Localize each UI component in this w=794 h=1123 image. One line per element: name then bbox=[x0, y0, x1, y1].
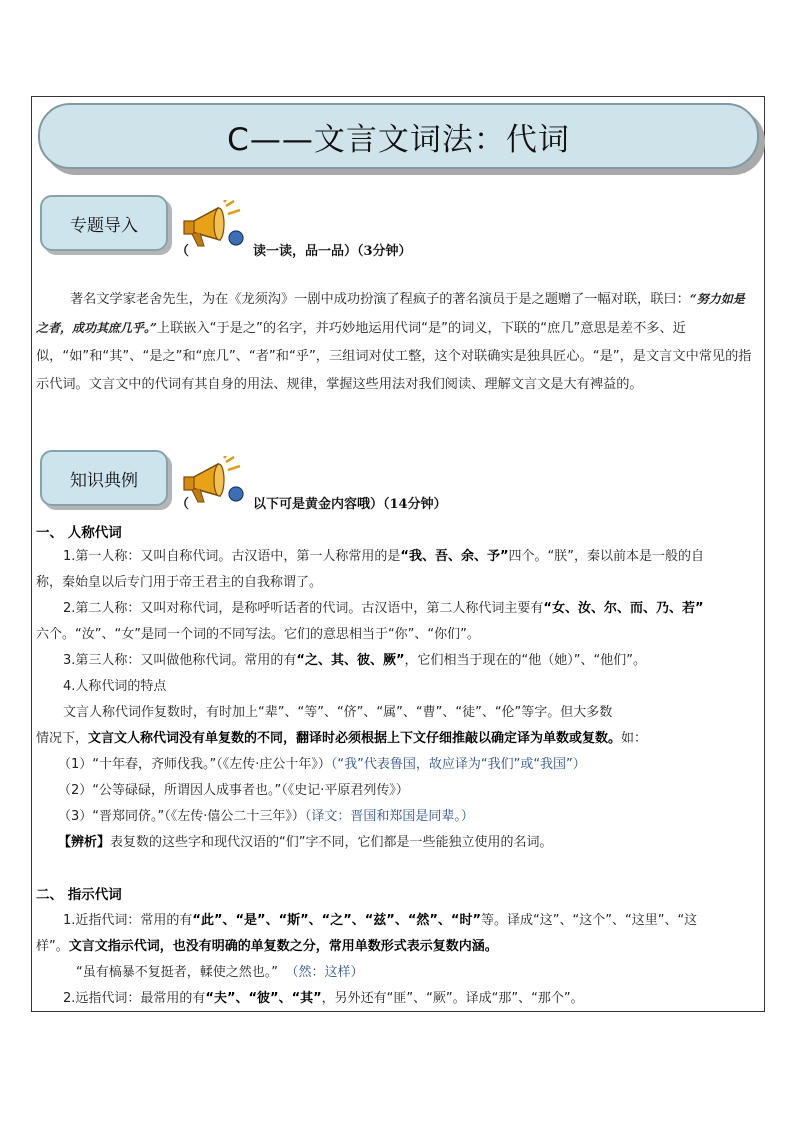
intro-text-c: 上联嵌入“于是之”的名字，并巧妙地运用代词“是”的词义，下联的“庶几”意思是差不多、近似，“如”和“其”、“是之”和“庶几”、“者”和“乎”，三组词对仗工整，这个对联确实是独具匠心。“是”，是文言文中常见的指示代词。文言文中的代词有其自身的用法、规律，掌握这些用法对我们阅读、理解文言文是大有裨益的。 bbox=[36, 321, 752, 392]
intro-paragraph bbox=[36, 285, 756, 399]
example-line: （3）“晋郑同侪。”（《左传·僖公二十三年》）（译文：晋国和郑国是同辈。） bbox=[58, 809, 474, 824]
heading-personal-pronouns: 一、 人称代词 bbox=[36, 525, 122, 541]
intro-hint: 读一读，品一品）（3分钟） bbox=[253, 244, 412, 259]
text-line: 1.第一人称：又叫自称代词。古汉语中，第一人称常用的是“我、吾、余、予”四个。“朕”，秦以前本是一般的自 bbox=[63, 549, 704, 564]
example-line: （2）“公等碌碌，所谓因人成事者也。”（《史记·平原君列传》） bbox=[58, 783, 409, 798]
text-line: 六个。“汝”、“女”是同一个词的不同写法。它们的意思相当于“你”、“你们”。 bbox=[36, 627, 480, 642]
example-line: （1）“十年春，齐师伐我。”（《左传·庄公十年》）（“我”代表鲁国，故应译为“我们”或“我国”） bbox=[58, 757, 586, 772]
knowledge-hint: 以下可是黄金内容哦）（14分钟） bbox=[253, 497, 447, 512]
text-line: 样”。文言文指示代词，也没有明确的单复数之分，常用单数形式表示复数内涵。 bbox=[36, 939, 498, 954]
text-line: 4.人称代词的特点 bbox=[63, 679, 167, 694]
text-line: 称，秦始皇以后专门用于帝王君主的自我称谓了。 bbox=[36, 575, 323, 590]
text-line: 3.第三人称：又叫做他称代词。常用的有“之、其、彼、厥”，它们相当于现在的“他（她）”、“他们”。 bbox=[63, 653, 646, 668]
text-line: 2.远指代词：最常用的有“夫”、“彼”、“其”，另外还有“匪”、“厥”。译成“那”、“那个”。 bbox=[63, 991, 584, 1006]
example-line: “虽有槁暴不复挺者，輮使之然也。” （然：这样） bbox=[76, 965, 364, 980]
knowledge-hint-open: （ bbox=[176, 497, 190, 512]
title-banner bbox=[38, 103, 759, 169]
text-line: 文言人称代词作复数时，有时加上“辈”、“等”、“侪”、“属”、“曹”、“徒”、“伦”等字。但大多数 bbox=[63, 705, 613, 720]
text-line: 1.近指代词：常用的有“此”、“是”、“斯”、“之”、“兹”、“然”、“时”等。译成“这”、“这个”、“这里”、“这 bbox=[63, 913, 698, 928]
intro-text-a: 著名文学家老舍先生，为在《龙须沟》一剧中成功扮演了程疯子的著名演员于是之题赠了一幅对联，联曰： bbox=[70, 292, 690, 307]
analysis-line: 【辨析】表复数的这些字和现代汉语的“们”字不同，它们都是一些能独立使用的名词。 bbox=[58, 835, 553, 850]
heading-demonstrative-pronouns: 二、 指示代词 bbox=[36, 887, 122, 903]
text-line: 情况下，文言文人称代词没有单复数的不同，翻译时必须根据上下文仔细推敲以确定译为单数或复数。如： bbox=[36, 731, 648, 746]
section-tag-knowledge: 知识典例 bbox=[40, 450, 168, 506]
intro-hint-open: （ bbox=[176, 244, 190, 259]
page-title: C——文言文词法：代词 bbox=[227, 121, 570, 158]
couplet-quote: “努力如是之者，成功其庶几乎。” bbox=[36, 292, 745, 335]
text-line: 2.第二人称：又叫对称代词，是称呼听话者的代词。古汉语中，第二人称代词主要有“女、汝、尔、而、乃、若” bbox=[63, 601, 704, 616]
section-tag-intro: 专题导入 bbox=[40, 195, 168, 251]
